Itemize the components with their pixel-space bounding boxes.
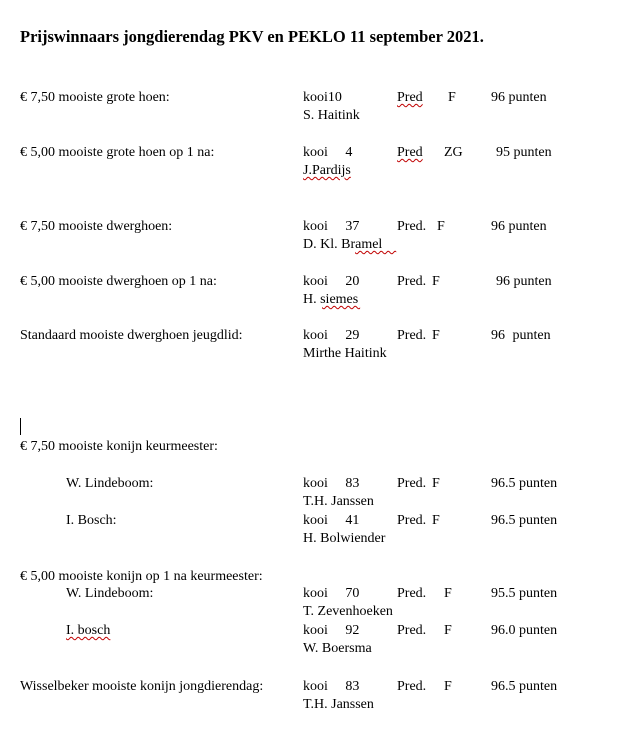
grade-label: F [432, 513, 440, 528]
award-label: Pred. [397, 476, 427, 491]
cage-number: kooi 83 [303, 679, 360, 694]
award-label: Pred. [397, 328, 427, 343]
cage-number: kooi 92 [303, 623, 360, 638]
section-heading: € 5,00 mooiste konijn op 1 na keurmeester: [20, 569, 263, 584]
grade-label: ZG [444, 145, 463, 160]
award-label: Pred. [397, 623, 427, 638]
grade-label: F [444, 679, 452, 694]
grade-label: F [432, 476, 440, 491]
prize-label: € 7,50 mooiste dwerghoen: [20, 219, 173, 234]
winner-name: Mirthe Haitink [303, 346, 387, 361]
winner-name: T.H. Janssen [303, 494, 374, 509]
grade-label: F [444, 586, 452, 601]
cage-number: kooi 37 [303, 219, 360, 234]
points-value: 96 punten [491, 90, 547, 105]
judge-name: I. bosch [66, 623, 111, 638]
grade-label: F [432, 274, 440, 289]
points-value: 96 punten [491, 328, 551, 343]
cage-number: kooi 41 [303, 513, 360, 528]
cage-number: kooi 4 [303, 145, 353, 160]
award-label: Pred. [397, 586, 427, 601]
prize-label: € 7,50 mooiste grote hoen: [20, 90, 170, 105]
winner-name: J.Pardijs [303, 163, 351, 178]
points-value: 95 punten [496, 145, 552, 160]
judge-name: W. Lindeboom: [66, 476, 154, 491]
document-title: Prijswinnaars jongdierendag PKV en PEKLO 11 september 2021. [20, 27, 484, 46]
points-value: 96.0 punten [491, 623, 558, 638]
prize-label: Standaard mooiste dwerghoen jeugdlid: [20, 328, 243, 343]
grade-label: F [437, 219, 445, 234]
award-label: Pred. [397, 219, 427, 234]
cage-number: kooi10 [303, 90, 342, 105]
cage-number: kooi 83 [303, 476, 360, 491]
winner-name: T.H. Janssen [303, 697, 374, 712]
points-value: 95.5 punten [491, 586, 558, 601]
award-label: Pred [397, 90, 423, 105]
spelling-mark [322, 291, 360, 308]
cage-number: kooi 70 [303, 586, 360, 601]
points-value: 96.5 punten [491, 476, 558, 491]
prize-label: € 5,00 mooiste grote hoen op 1 na: [20, 145, 215, 160]
points-value: 96 punten [496, 274, 552, 289]
section-heading: € 7,50 mooiste konijn keurmeester: [20, 439, 218, 454]
grade-label: F [444, 623, 452, 638]
cage-number: kooi 20 [303, 274, 360, 289]
winner-name: W. Boersma [303, 641, 372, 656]
winner-name: S. Haitink [303, 108, 360, 123]
award-label: Pred. [397, 679, 427, 694]
award-label: Pred. [397, 513, 427, 528]
grade-label: F [432, 328, 440, 343]
award-label: Pred. [397, 274, 427, 289]
prize-label: € 5,00 mooiste dwerghoen op 1 na: [20, 274, 217, 289]
grade-label: F [448, 90, 456, 105]
winner-name: H. Bolwiender [303, 531, 386, 546]
winner-name: D. Kl. Bramel [303, 237, 383, 252]
judge-name: I. Bosch: [66, 513, 117, 528]
cage-number: kooi 29 [303, 328, 360, 343]
award-label: Pred [397, 145, 423, 160]
text-cursor [20, 418, 21, 435]
judge-name: W. Lindeboom: [66, 586, 154, 601]
winner-name: H. siemes [303, 292, 359, 307]
spelling-mark [355, 236, 396, 253]
prize-label: Wisselbeker mooiste konijn jongdierendag: [20, 679, 264, 694]
winner-name: T. Zevenhoeken [303, 604, 393, 619]
points-value: 96.5 punten [491, 679, 558, 694]
points-value: 96 punten [491, 219, 547, 234]
points-value: 96.5 punten [491, 513, 558, 528]
